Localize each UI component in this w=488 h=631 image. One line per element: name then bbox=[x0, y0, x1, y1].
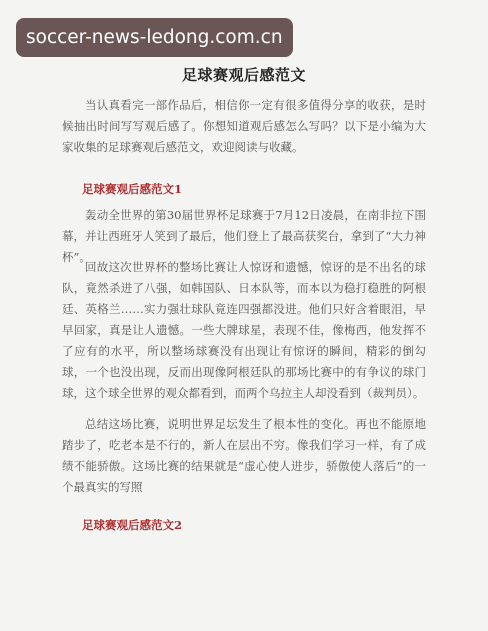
section-heading-2: 足球赛观后感范文2 bbox=[82, 518, 183, 532]
section-1-paragraph-3: 总结这场比赛，说明世界足坛发生了根本性的变化。再也不能原地踏步了，吃老本是不行的，新人在层出不穷。像我们学习一样，有了成绩不能骄傲。这场比赛的结果就是“虚心使人进步，骄傲使人落后”的一个最真实的写照 bbox=[62, 417, 426, 494]
section-1-paragraph-1: 轰动全世界的第30届世界杯足球赛于7月12日凌晨，在南非拉下围幕，并让西班牙人笑到了最后，他们登上了最高获奖台，拿到了“大力神杯”。 bbox=[62, 208, 426, 264]
watermark-badge: soccer-news-ledong.com.cn bbox=[16, 18, 293, 57]
document-title: 足球赛观后感范文 bbox=[181, 66, 306, 84]
section-1-paragraph-2: 回故这次世界杯的整场比赛让人惊讶和遗憾，惊讶的是不出名的球队，竟然杀进了八强，如韩国队、日本队等，而本以为稳打稳胜的阿根廷、英格兰……实力强壮球队竟连四强都没进。他们只好含着眼泪，早早回家，真是让人遗憾。一些大牌球星，表现不佳，像梅西，他发挥不了应有的水平，所以整场球赛没有出现让有惊讶的瞬间，精彩的倒勾球，一个也没出现，反而出现像阿根廷队的那场比赛中的有争议的球门球，这个球全世界的观众都看到，而两个乌拉主人却没看到（裁判员）。 bbox=[62, 260, 426, 400]
intro-paragraph: 当认真看完一部作品后，相信你一定有很多值得分享的收获，是时候抽出时间写写观后感了。你想知道观后感怎么写吗？以下是小编为大家收集的足球赛观后感范文，欢迎阅读与收藏。 bbox=[62, 98, 426, 154]
section-heading-1: 足球赛观后感范文1 bbox=[82, 182, 183, 196]
